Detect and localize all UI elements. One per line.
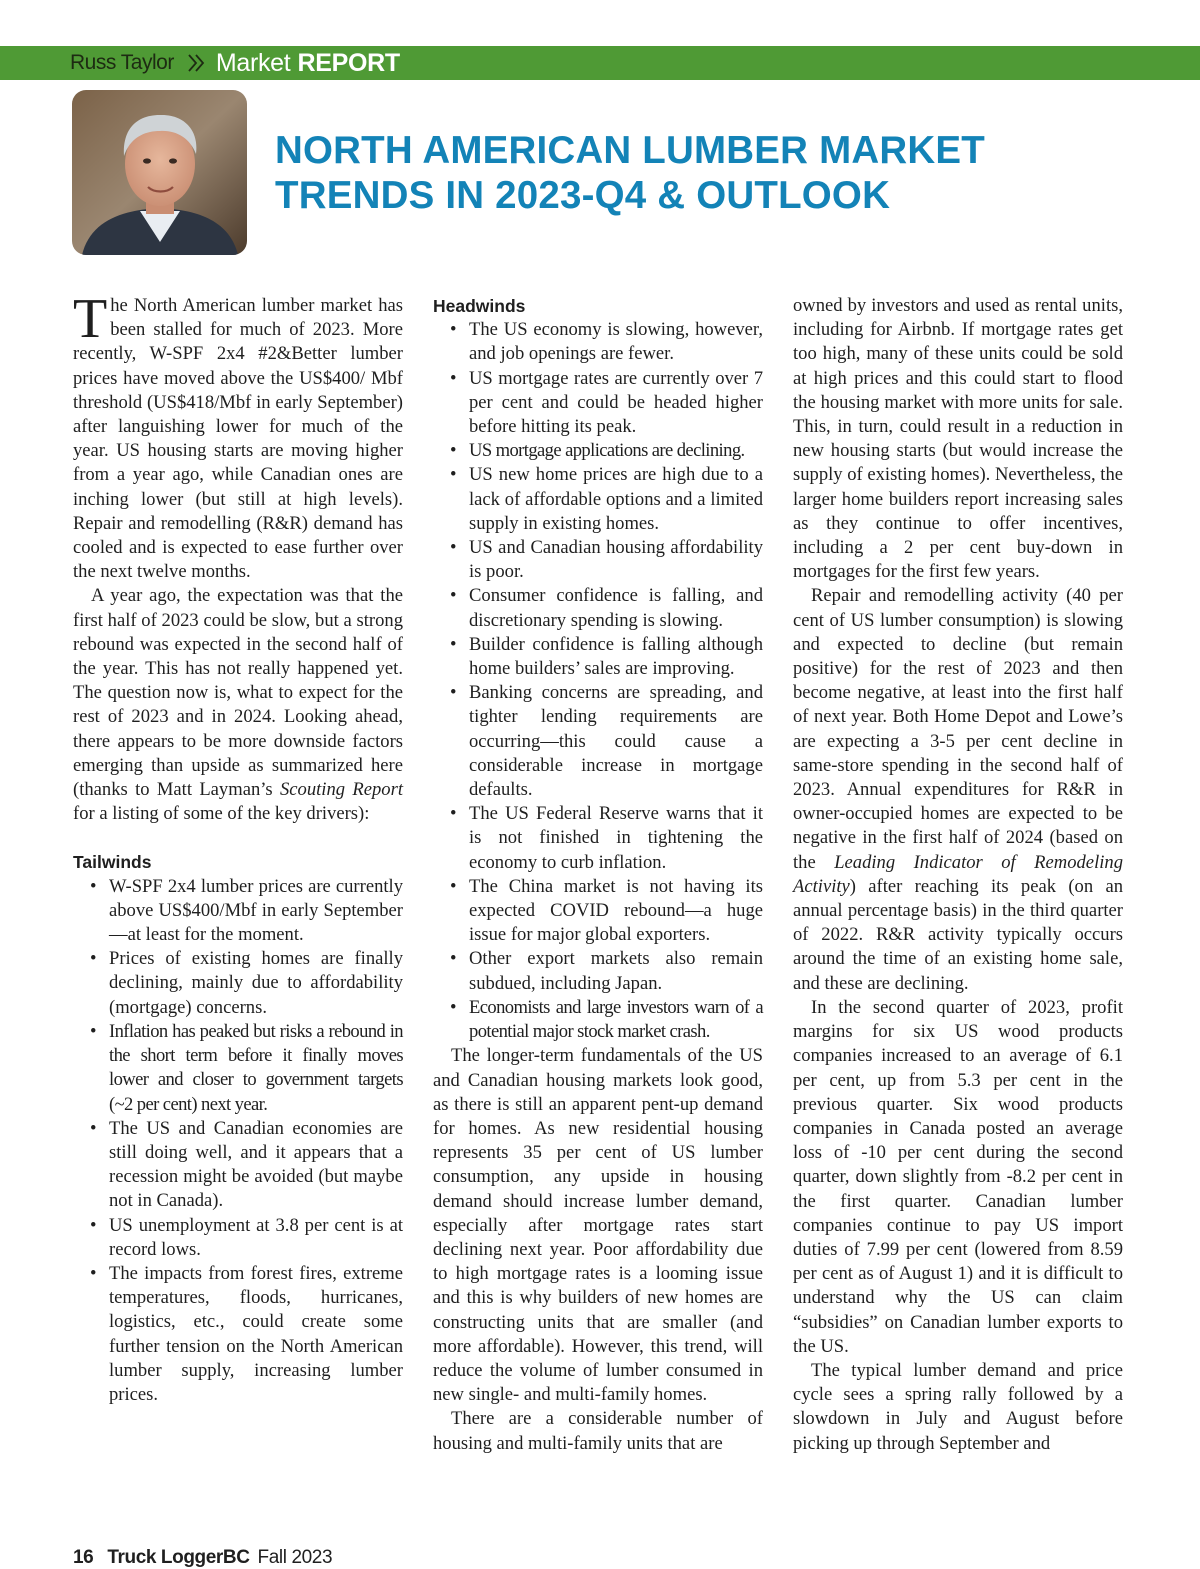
list-item: • Inflation has peaked but risks a rebound in the short term before it finally moves lower and closer to government targets (~2 per cent) next year. (109, 1020, 403, 1117)
list-item: • The China market is not having its expected COVID rebound—a huge issue for major global exporters. (469, 875, 763, 948)
column-2 (433, 294, 763, 1456)
list-item: • Consumer confidence is falling, and discretionary spending is slowing. (469, 584, 763, 632)
body-paragraph: owned by investors and used as rental units, including for Airbnb. If mortgage rates get too high, many of these units could be sold at high prices and this could start to flood the housing market with more units for sale. This, in turn, could result in a reduction in new housing starts (but would increase the supply of existing homes). Nevertheless, the larger home builders report increasing sales as they continue to offer incentives, including a 2 per cent buy-down in mortgages for the first few years. (793, 295, 1123, 583)
tailwinds-heading: Tailwinds (73, 852, 152, 873)
column-1 (73, 288, 403, 1407)
magazine-name: Truck LoggerBC (107, 1547, 250, 1568)
list-item: • Other export markets also remain subdued, including Japan. (469, 947, 763, 995)
drop-cap: T (73, 288, 108, 350)
intro-paragraph-2: A year ago, the expectation was that the first half of 2023 could be slow, but a strong rebound was expected in the second half of the year. This has not really happened yet. The question now is, what to expect for the rest of 2023 and in 2024. Looking ahead, there appears to be more downside factors emerging than upside as summarized here (thanks to Matt Layman’s Scouting Report for a listing of some of the key drivers): (73, 585, 403, 825)
list-item: • US and Canadian housing affordability is poor. (469, 536, 763, 584)
header-bar (0, 46, 1200, 80)
list-item: • Prices of existing homes are finally declining, mainly due to affordability (mortgage) concerns. (109, 947, 403, 1020)
intro-paragraph-1: The North American lumber market has been stalled for much of 2023. More recently, W-SPF 2x4 #2&Better lumber prices have moved above the US$400/ Mbf threshold (US$418/Mbf in early September) after languishing lower for much of the year. US housing starts are moving higher from a year ago, while Canadian ones are inching lower (but still at high levels). Repair and remodelling (R&R) demand has cooled and is expected to ease further over the next twelve months. (73, 288, 403, 583)
body-paragraph: In the second quarter of 2023, profit margins for six US wood products companies increased to an average of 6.1 per cent, up from 5.3 per cent in the previous quarter. Six wood products companies in Canada posted an average loss of -10 per cent during the second quarter, down slightly from -8.2 per cent in the first quarter. Canadian lumber companies continue to pay US import duties of 7.99 per cent (lowered from 8.59 per cent as of August 1) and it is difficult to understand why the US can claim “subsidies” on Canadian lumber exports to the US. (793, 996, 1123, 1357)
page-footer (73, 1547, 332, 1569)
list-item: • US new home prices are high due to a lack of affordable options and a limited supply in existing homes. (469, 463, 763, 536)
list-item: • US mortgage applications are declining. (469, 439, 763, 463)
body-paragraph: The typical lumber demand and price cycle sees a spring rally followed by a slowdown in July and August before picking up through September and (793, 1359, 1123, 1454)
chevron-right-icon (186, 52, 208, 74)
list-item: • Economists and large investors warn of a potential major stock market crash. (469, 996, 763, 1044)
tailwinds-list (73, 875, 403, 1407)
page-number: 16 (73, 1547, 94, 1568)
body-paragraph: Repair and remodelling activity (40 per cent of US lumber consumption) is slowing and expected to decline (but remain positive) for the rest of 2023 and then become negative, at least into the first half of next year. Both Home Depot and Lowe’s are expecting a 3-5 per cent decline in same-store spending in the second half of 2023. Annual expenditures for R&R in owner-occupied homes are expected to be negative in the first half of 2024 (based on the Leading Indicator of Remodeling Activity) after reaching its peak (on an annual percentage basis) in the third quarter of 2022. R&R activity typically occurs around the time of an existing home sale, and these are declining. (793, 585, 1123, 994)
list-item: • The US economy is slowing, however, and job openings are fewer. (469, 318, 763, 366)
list-item: • The US and Canadian economies are still doing well, and it appears that a recession might be avoided (but maybe not in Canada). (109, 1117, 403, 1214)
headwinds-list (433, 318, 763, 1044)
list-item: • W-SPF 2x4 lumber prices are currently above US$400/Mbf in early September—at least for the moment. (109, 875, 403, 948)
body-paragraph: The longer-term fundamentals of the US and Canadian housing markets look good, as there is still an apparent pent-up demand for homes. As new residential housing represents 35 per cent of US lumber consumption, any upside in housing demand should increase lumber demand, especially after mortgage rates start declining next year. Poor affordability due to high mortgage rates is a looming issue and this is why builders of new homes are constructing units that are smaller (and more affordable). However, this trend, will reduce the volume of lumber consumed in new single- and multi-family homes. (433, 1045, 763, 1406)
list-item: • The US Federal Reserve warns that it is not finished in tightening the economy to curb inflation. (469, 802, 763, 875)
issue-label: Fall 2023 (257, 1547, 333, 1568)
body-paragraph: There are a considerable number of housing and multi-family units that are (433, 1408, 763, 1454)
author-photo (72, 90, 247, 255)
list-item: • Builder confidence is falling although home builders’ sales are improving. (469, 633, 763, 681)
list-item: • US unemployment at 3.8 per cent is at record lows. (109, 1214, 403, 1262)
list-item: • US mortgage rates are currently over 7 per cent and could be headed higher before hitting its peak. (469, 367, 763, 440)
column-3 (793, 294, 1123, 1456)
article-title: NORTH AMERICAN LUMBER MARKET TRENDS IN 2023-Q4 & OUTLOOK (275, 129, 985, 217)
author-name: Russ Taylor (70, 51, 174, 74)
section-name: Market REPORT (215, 48, 400, 77)
list-item: • The impacts from forest fires, extreme temperatures, floods, hurricanes, logistics, etc., could create some further tension on the North American lumber supply, increasing lumber prices. (109, 1262, 403, 1407)
list-item: • Banking concerns are spreading, and tighter lending requirements are occurring—this could cause a considerable increase in mortgage defaults. (469, 681, 763, 802)
headwinds-heading: Headwinds (433, 296, 526, 316)
